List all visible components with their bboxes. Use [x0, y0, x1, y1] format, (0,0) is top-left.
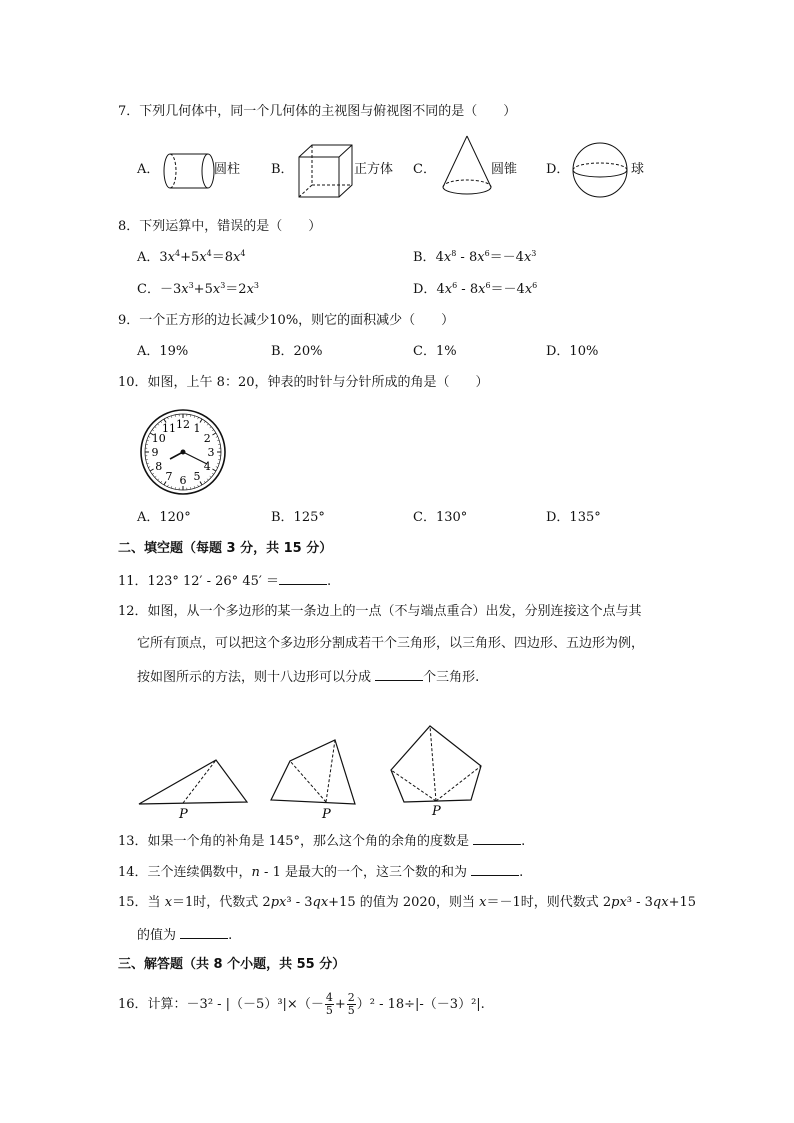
answer-blank [473, 831, 521, 845]
q8-opt-a: A．$3x^4+5x^4=8x^4$ [137, 249, 246, 265]
fraction: $\frac{4}{5}$ [325, 991, 333, 1017]
clock-tick [148, 437, 150, 438]
clock-tick [148, 467, 150, 468]
clock-tick [171, 486, 172, 488]
q7-opt-d-letter: D． [546, 162, 570, 177]
clock-tick [210, 476, 211, 477]
clock-tick [216, 467, 218, 468]
clock-tick [158, 479, 159, 480]
q7-opt-d-label: 球 [631, 162, 645, 177]
minute-hand [183, 452, 207, 464]
clock-numeral: 11 [162, 421, 176, 435]
q8-opt-c: C．$-3x^3+5x^3=2x^3$ [137, 281, 259, 297]
q8-opt-d: D．$4x^6 - 8x^6=-4x^6$ [413, 281, 538, 297]
clock-tick [171, 416, 172, 418]
clock-tick [152, 473, 154, 474]
sphere-figure [572, 142, 632, 200]
clock-tick [204, 481, 205, 483]
section-2-heading: 二、填空题（每题 3 分，共 15 分） [118, 541, 333, 556]
q7-stem: 7．下列几何体中，同一个几何体的主视图与俯视图不同的是（ ） [118, 104, 517, 119]
q7-opt-b-letter: B． [271, 162, 294, 177]
clock-tick [207, 424, 208, 425]
clock-tick [194, 416, 195, 418]
q12-line1: 12．如图，从一个多边形的某一条边上的一点（不与端点重合）出发，分别连接这个点与其 [118, 604, 642, 619]
clock-numeral: 3 [207, 446, 215, 459]
point-p-label: P [322, 807, 331, 822]
clock-tick [212, 433, 215, 435]
clock-tick [155, 427, 156, 428]
q8-opt-b: B．$4x^8 - 8x^6=-4x^3$ [413, 249, 537, 265]
q9-opt-c: C．1% [413, 344, 457, 359]
clock-numeral: 10 [151, 432, 166, 445]
clock-tick [216, 437, 218, 438]
clock-tick [207, 479, 208, 480]
q10-opt-d: D．135° [546, 510, 601, 525]
q7-opt-a-letter: A． [137, 162, 160, 177]
q15-line1: 15．当 x＝1时，代数式 2px³ - 3qx+15 的值为 2020，则当 x＝－1时，则代数式 2px³ - 3qx+15 [118, 895, 697, 910]
answer-blank [180, 925, 228, 939]
clock-tick [212, 473, 214, 474]
q12-line3: 按如图所示的方法，则十八边形可以分成 个三角形. [137, 667, 479, 687]
clock-numeral: 9 [151, 446, 159, 459]
clock-numeral: 6 [179, 474, 187, 487]
q7-opt-a-label: 圆柱 [214, 162, 241, 177]
clock-numeral: 7 [165, 470, 173, 484]
clock-numeral: 12 [176, 418, 190, 431]
clock-numeral: 8 [155, 460, 163, 473]
clock-tick [194, 486, 195, 488]
clock-tick [158, 424, 159, 425]
answer-blank [375, 667, 423, 681]
q9-stem: 9．一个正方形的边长减少10%，则它的面积减少（ ） [118, 313, 455, 328]
q10-opt-b: B．125° [271, 510, 325, 525]
clock-tick [198, 417, 199, 419]
point-p-label: P [179, 807, 188, 822]
answer-blank [279, 571, 327, 585]
q15-line2: 的值为 . [137, 925, 232, 945]
clock-numeral: 1 [193, 421, 201, 435]
clock-tick [212, 469, 215, 471]
q9-opt-b: B．20% [271, 344, 323, 359]
clock-tick [210, 427, 211, 428]
q7-opt-c-label: 圆锥 [491, 162, 518, 177]
q7-opt-c-letter: C． [413, 162, 436, 177]
q9-opt-a: A．19% [137, 344, 189, 359]
clock-tick [147, 440, 149, 441]
q8-stem: 8．下列运算中，错误的是（ ） [118, 219, 322, 234]
clock-tick [161, 481, 162, 483]
section-3-heading: 三、解答题（共 8 个小题，共 55 分） [118, 957, 346, 972]
clock-tick [168, 485, 169, 487]
triangle-figure [139, 760, 248, 804]
q14: 14．三个连续偶数中，n - 1 是最大的一个，这三个数的和为 . [118, 862, 523, 882]
clock-tick [150, 469, 153, 471]
clock-tick [212, 430, 214, 431]
point-p-label: P [432, 804, 441, 819]
quadrilateral-figure [271, 740, 355, 804]
clock-tick [152, 430, 154, 431]
q10-opt-a: A．120° [137, 510, 191, 525]
cube-figure [296, 142, 356, 200]
cone-figure [440, 134, 496, 198]
clock-numeral: 4 [203, 460, 211, 473]
q10-opt-c: C．130° [413, 510, 468, 525]
q11: 11．123° 12′ - 26° 45′ ＝ . [118, 571, 331, 591]
clock-figure [139, 408, 227, 496]
clock-numeral: 2 [203, 432, 211, 445]
clock-tick [204, 421, 205, 423]
q13: 13．如果一个角的补角是 145°，那么这个角的余角的度数是 . [118, 831, 525, 851]
q12-line2: 它所有顶点，可以把这个多边形分割成若干个三角形，以三角形、四边形、五边形为例， [137, 636, 645, 651]
fraction: $\frac{2}{5}$ [347, 991, 355, 1017]
clock-tick [155, 476, 156, 477]
q16: 16．计算：－3² - |（－5）³|×（－ $\frac{4}{5}$ + $\frac{2}{5}$ ）² - 18÷|-（－3）²|. [118, 991, 485, 1017]
clock-numeral: 5 [193, 470, 201, 484]
clock-tick [168, 417, 169, 419]
q10-stem: 10．如图，上午 8：20，钟表的时针与分针所成的角是（ ） [118, 375, 489, 390]
q9-opt-d: D．10% [546, 344, 599, 359]
answer-blank [471, 862, 519, 876]
cylinder-figure [160, 148, 216, 192]
clock-tick [147, 463, 149, 464]
clock-tick [217, 440, 219, 441]
clock-tick [217, 463, 219, 464]
pentagon-figure [391, 726, 481, 802]
clock-tick [198, 485, 199, 487]
q7-opt-b-label: 正方体 [354, 162, 394, 177]
polygon-division-figure [136, 720, 636, 820]
